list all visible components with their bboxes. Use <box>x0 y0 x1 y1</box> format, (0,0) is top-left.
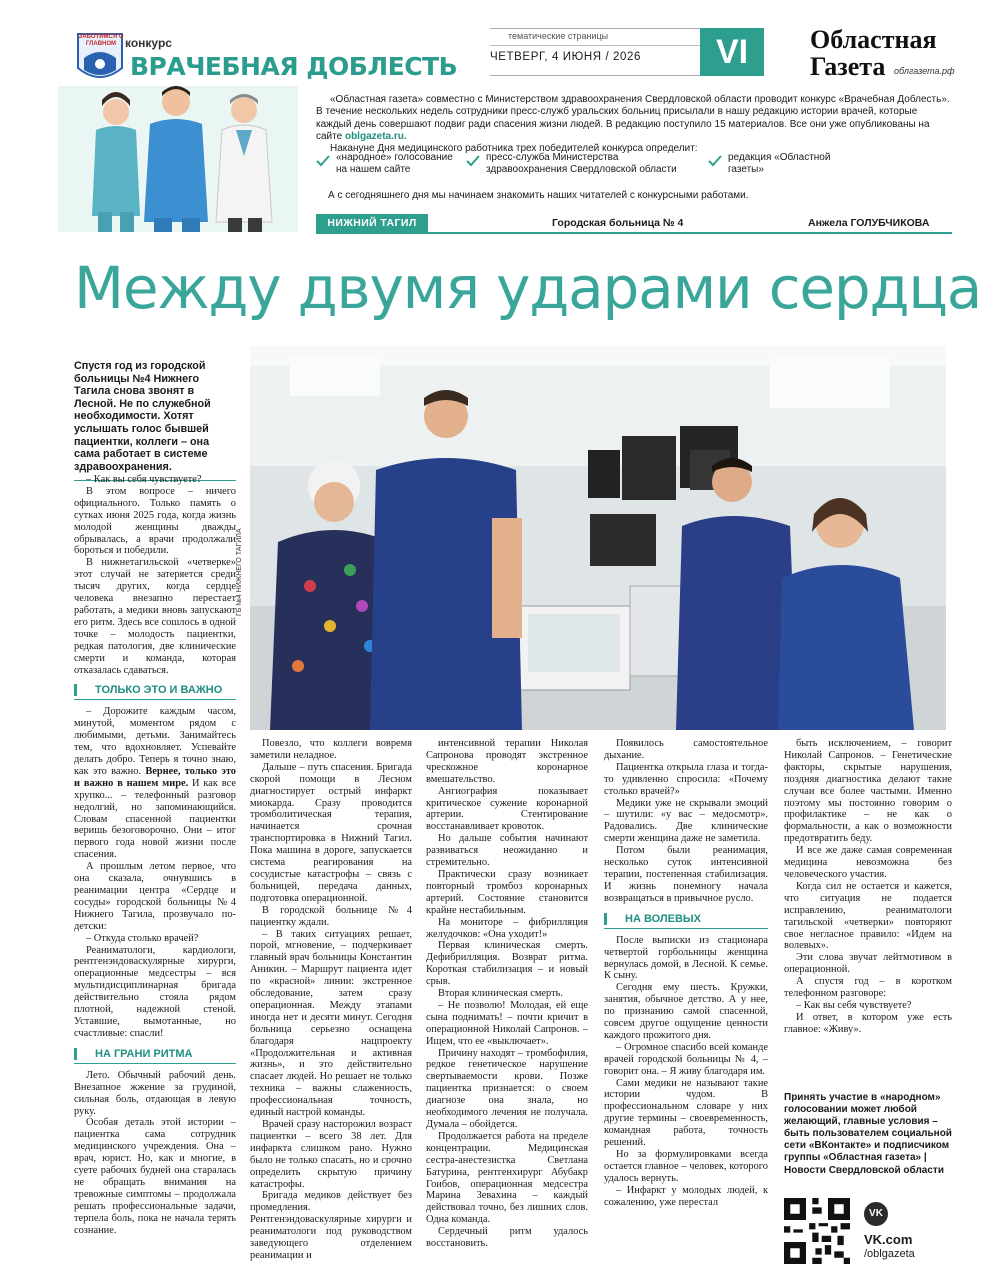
paragraph: – Огромное спасибо всей команде врачей городской больницы № 4, – говорит она. – Я живу благодаря им. <box>604 1041 768 1077</box>
voting-sidebar <box>784 1092 952 1260</box>
judge-item <box>316 152 456 177</box>
judge-label: пресс-служба Министерства здравоохранения Свердловской области <box>486 152 677 176</box>
rubric-bar <box>316 214 952 234</box>
judge-label: редакция «Областной газеты» <box>728 152 831 176</box>
paragraph: В нижнетагильской «четверке» этот случай не затеряется среди тысяч других, когда сердце человека внезапно перестает работать, а медики вновь запускают его ритм. Здесь все сошлось в одной точке – молодость пациентки, редкая патология, две клинические смерти и команда, которая отказалась сдаваться. <box>74 557 236 676</box>
paragraph: А прошлым летом первое, что она сказала, очнувшись в реанимации центра «Сердце и сосуды» городской больницы №4 Нижнего Тагила, прозвучало по-детски: <box>74 861 236 932</box>
judge-label: «народное» голосование на нашем сайте <box>336 152 453 176</box>
vk-link[interactable]: VK.com <box>864 1232 913 1247</box>
rubric-hospital: Городская больница № 4 <box>552 217 684 229</box>
paragraph: быть исключением, – говорит Николай Сапронов. – Генетические факторы, скрытые нарушения, поздняя диагностика делают такие случаи все более частыми. Именно поэтому мы постоянно говорим о профилактике – не как о формальности, а как о возможности предотвратить беду. <box>784 738 952 845</box>
newspaper-page <box>58 18 982 1270</box>
paragraph: И ответ, в котором уже есть главное: «Живу». <box>784 1011 952 1035</box>
subheading: НА ГРАНИ РИТМА <box>74 1048 236 1060</box>
vk-group-handle[interactable]: /oblgazeta <box>864 1248 915 1260</box>
paragraph-text: – Дорожите каждым часом, минутой, моментом рядом с любимыми, детьми. Занимайтесь тем, что вдохновляет. Успевайте делать добро. Теперь я точно знаю, как это важно. <box>74 706 236 777</box>
subheading: НА ВОЛЕВЫХ <box>604 913 768 925</box>
paragraph: Но за формулировками всегда остается главное – человек, которого удалось вернуть. <box>604 1149 768 1184</box>
checkmark-icon <box>708 154 722 168</box>
section-date-box <box>490 28 700 76</box>
intro-tail: А с сегодняшнего дня мы начинаем знакомить наших читателей с конкурсными работами. <box>328 190 749 201</box>
article-column-4 <box>604 738 768 1209</box>
paragraph: Дальше – путь спасения. Бригада скорой помощи в Лесном диагностирует острый инфаркт миокарда. Сразу проводится тромболитическая терапия, начинается срочная транспортировка в Нижний Тагил. Пока машина в дороге, запускается система реагирования на сосудистые катастрофы – связь с больницей, передача данных, подготовка операционной. <box>250 761 412 904</box>
paragraph: Вторая клиническая смерть. <box>438 988 563 1000</box>
checkmark-icon <box>466 154 480 168</box>
paragraph: интенсивной терапии Николая Сапронова проводят экстренное чрескожное коронарное вмешательство. <box>426 738 588 785</box>
paragraph: Особая деталь этой истории – пациентка сама сотрудник медицинского учреждения. Она – врач, юрист. Но, как и многие, в суете рабочих будней она старалась не обращать внимания на тревожные симптомы – продолжала решать профессиональные задачи, терпела боль, пока не начала терять сознание. <box>74 1117 236 1236</box>
paragraph: Причину находят – тромбофилия, редкое генетическое нарушение свертываемости крови. Позже пациентка признается: о своем диагнозе она знала, но необходимого лечения не получала. Думала – обойдется. <box>426 1047 588 1130</box>
intro-paragraph: «Областная газета» совместно с Министерством здравоохранения Свердловской области проводит конкурс «Врачебная Доблесть». В течение нескольких недель сотрудники пресс-служб уральских больниц присылали в нашу редакцию истории врачей, которые каждый день совершают подвиг ради спасения жизни людей. В редакцию поступило 15 материалов. Все они уже опубликованы на сайте <box>316 94 950 142</box>
paragraph: Медики уже не скрывали эмоций – шутили: «у вас – медосмотр». Радовались. Две клинические смерти женщина даже не заметила. <box>604 797 768 845</box>
paragraph: Бригада медиков действует без промедления. Рентгенэндоваскулярные хирурги и реаниматологи под руководством заведующего отделением реанимации и <box>250 1190 412 1261</box>
paragraph: – Не позволю! Молодая, ей еще сына поднимать! – почти кричит в операционной Николай Сапронов. – Ищем, что ее «выключает». <box>426 999 588 1047</box>
paragraph: – Как вы себя чувствуете? <box>796 999 912 1011</box>
paragraph: Реаниматологи, кардиологи, рентгенэндоваскулярные хирурги, операционные медсестры – вся мультидисциплинарная бригада действительно стояла рядом плотной, надежной стеной. Уставшие, вымотанные, но счастливые: спасли! <box>74 944 236 1039</box>
article-column-2 <box>250 738 412 1262</box>
paragraph: – Откуда столько врачей? <box>86 932 199 944</box>
newspaper-name-line1: Областная <box>810 25 937 54</box>
article-headline: Между двумя ударами сердца <box>74 254 982 322</box>
contest-small-label: конкурс <box>125 36 172 50</box>
bold-quote: Вернее, только это и важно в нашем мире. <box>74 765 237 789</box>
paragraph: Потом были реанимация, несколько суток интенсивной терапии, постепенная стабилизация. И жизнь понемногу начала возвращаться в привычное русло. <box>604 845 768 904</box>
intro-paragraph-2: Накануне Дня медицинского работника трех победителей конкурса определит: <box>330 143 698 155</box>
paragraph: Врачей сразу насторожил возраст пациентки – всего 38 лет. Для инфаркта слишком рано. Нужно было не только спасать, но и срочно определить скрытую причину катастрофы. <box>250 1119 412 1190</box>
subheading: ТОЛЬКО ЭТО И ВАЖНО <box>74 684 236 696</box>
paragraph: Эти слова звучат лейтмотивом в операционной. <box>784 952 952 976</box>
article-column-1 <box>74 474 236 1236</box>
qr-code-icon[interactable] <box>784 1198 850 1264</box>
paragraph: Практически сразу возникает повторный тромбоз коронарных артерий. Состояние становится крайне нестабильным. <box>426 868 588 916</box>
issue-date: ЧЕТВЕРГ, 4 ИЮНЯ / 2026 <box>490 51 642 63</box>
rubric-city: НИЖНИЙ ТАГИЛ <box>316 214 428 232</box>
contest-title: ВРАЧЕБНАЯ ДОБЛЕСТЬ <box>130 52 458 81</box>
paragraph-text: И как все хрупко... – телефонный разговор недолгий, но запоминающийся. Словам спасенной пациентки веришь безоговорочно. Они – итог первого года новой жизни после спасения. <box>74 777 236 861</box>
judges-list <box>316 152 952 182</box>
divider <box>490 45 700 46</box>
vk-icon[interactable]: VK <box>864 1202 888 1226</box>
paragraph: Ангиография показывает критическое сужение коронарной артерии. Стентирование восстанавливает кровоток. <box>426 785 588 833</box>
paragraph: Появилось самостоятельное дыхание. <box>604 738 768 761</box>
paragraph <box>74 706 236 861</box>
paragraph: В городской больнице №4 пациентку ждали. <box>250 904 412 928</box>
paragraph: Пациентка открыла глаза и тогда-то удивленно спросила: «Почему столько врачей?» <box>604 761 768 797</box>
paragraph: – В таких ситуациях решает, порой, мгновение, – подчеркивает главный врач больницы Константин Аникин. – Маршрут пациента идет по «красной» линии: экстренное обследование, затем сразу операционная. Между этапами иногда нет и десяти минут. Сегодня больница серьезно оснащена благодаря нацпроекту «Продолжительная и активная жизнь», и это действительно спасает людей. Но решает не только техника – важны слаженность, профессиональная точность, единый настрой команды. <box>250 928 412 1119</box>
paragraph: Продолжается работа на пределе концентрации. Медицинская сестра-анестезистка Светлана Батурина, рентгенхирург Абубакр Гоибов, операционная медсестра Марина Зевахина – каждый действовал точно, без лишних слов. Одна команда. <box>426 1130 588 1226</box>
section-label: тематические страницы <box>508 31 609 41</box>
contest-intro <box>316 94 952 155</box>
article-author: Анжела ГОЛУБЧИКОВА <box>808 217 930 229</box>
paragraph: Когда сил не остается и кажется, что ситуация не подается исправлению, реаниматологи тагильской «четверки» повторяют свое негласное правило: «Идем на волевых». <box>784 880 952 952</box>
paragraph: Первая клиническая смерть. Дефибрилляция. Возврат ритма. Короткая стабилизация – и новый срыв. <box>426 940 588 988</box>
voting-info: Принять участие в «народном» голосовании может любой желающий, главные условия – быть пользователем социальной сети «ВКонтакте» и подписчиком группы «Областная газета» | Новости Свердловской области <box>784 1092 952 1176</box>
paragraph: А спустя год – в коротком телефонном разговоре: <box>784 976 952 1000</box>
photo-credit: ГБ №4 НИЖНЕГО ТАГИЛА <box>236 528 243 616</box>
page-number: VI <box>700 28 764 76</box>
judge-item <box>708 152 838 177</box>
paragraph: После выписки из стационара четвертой горбольницы женщина вернулась домой, в Лесной. К семье. К сыну. <box>604 934 768 982</box>
checkmark-icon <box>316 154 330 168</box>
paragraph: Но дальше события начинают развиваться неожиданно и стремительно. <box>426 833 588 869</box>
paragraph: Сами медики не называют такие истории чудом. В профессиональном словаре у них другие термины – своевременность, командная работа, точность решений. <box>604 1077 768 1149</box>
article-column-3 <box>426 738 588 1250</box>
paragraph: Сегодня ему шесть. Кружки, занятия, обычное детство. А у нее, по признанию самой спасенной, совсем другое ощущение ценности каждого прожитого дня. <box>604 982 768 1041</box>
paragraph: Лето. Обычный рабочий день. Внезапное жжение за грудиной, сильная боль, отдающая в левую руку. <box>74 1069 236 1117</box>
paragraph: – Как вы себя чувствуете? <box>86 474 202 485</box>
paragraph: И все же даже самая современная медицина невозможна без человеческого участия. <box>784 845 952 880</box>
newspaper-name-line2: Газета <box>810 52 886 81</box>
paragraph: Сердечный ритм удалось восстановить. <box>426 1226 588 1250</box>
paragraph: В этом вопросе – ничего официального. Только память о сутках июня 2025 года, когда жизнь молодой женщины дважды обрывалась, а врачи продолжали бороться и победили. <box>74 485 236 557</box>
article-lead: Спустя год из городской больницы №4 Нижнего Тагила снова звонят в Лесной. Не по служебной необходимости. Хотят услышать голос бывшей пациентки, коллеги – она сама работает в системе здравоохранения. <box>74 360 211 473</box>
paragraph: – Инфаркт у молодых людей, к сожалению, уже перестал <box>604 1184 768 1208</box>
team-photo <box>250 346 946 730</box>
contest-logo-text: ЗАБОТИМСЯ О ГЛАВНОМ <box>78 34 124 47</box>
paragraph: Повезло, что коллеги вовремя заметили неладное. <box>250 738 412 761</box>
article-column-5 <box>784 738 952 1036</box>
site-link[interactable]: oblgazeta.ru. <box>344 130 407 142</box>
newspaper-site: облгазета.рф <box>894 66 955 76</box>
paragraph: На мониторе – фибрилляция желудочков: «Она уходит!» <box>426 916 588 940</box>
judge-item <box>466 152 696 177</box>
